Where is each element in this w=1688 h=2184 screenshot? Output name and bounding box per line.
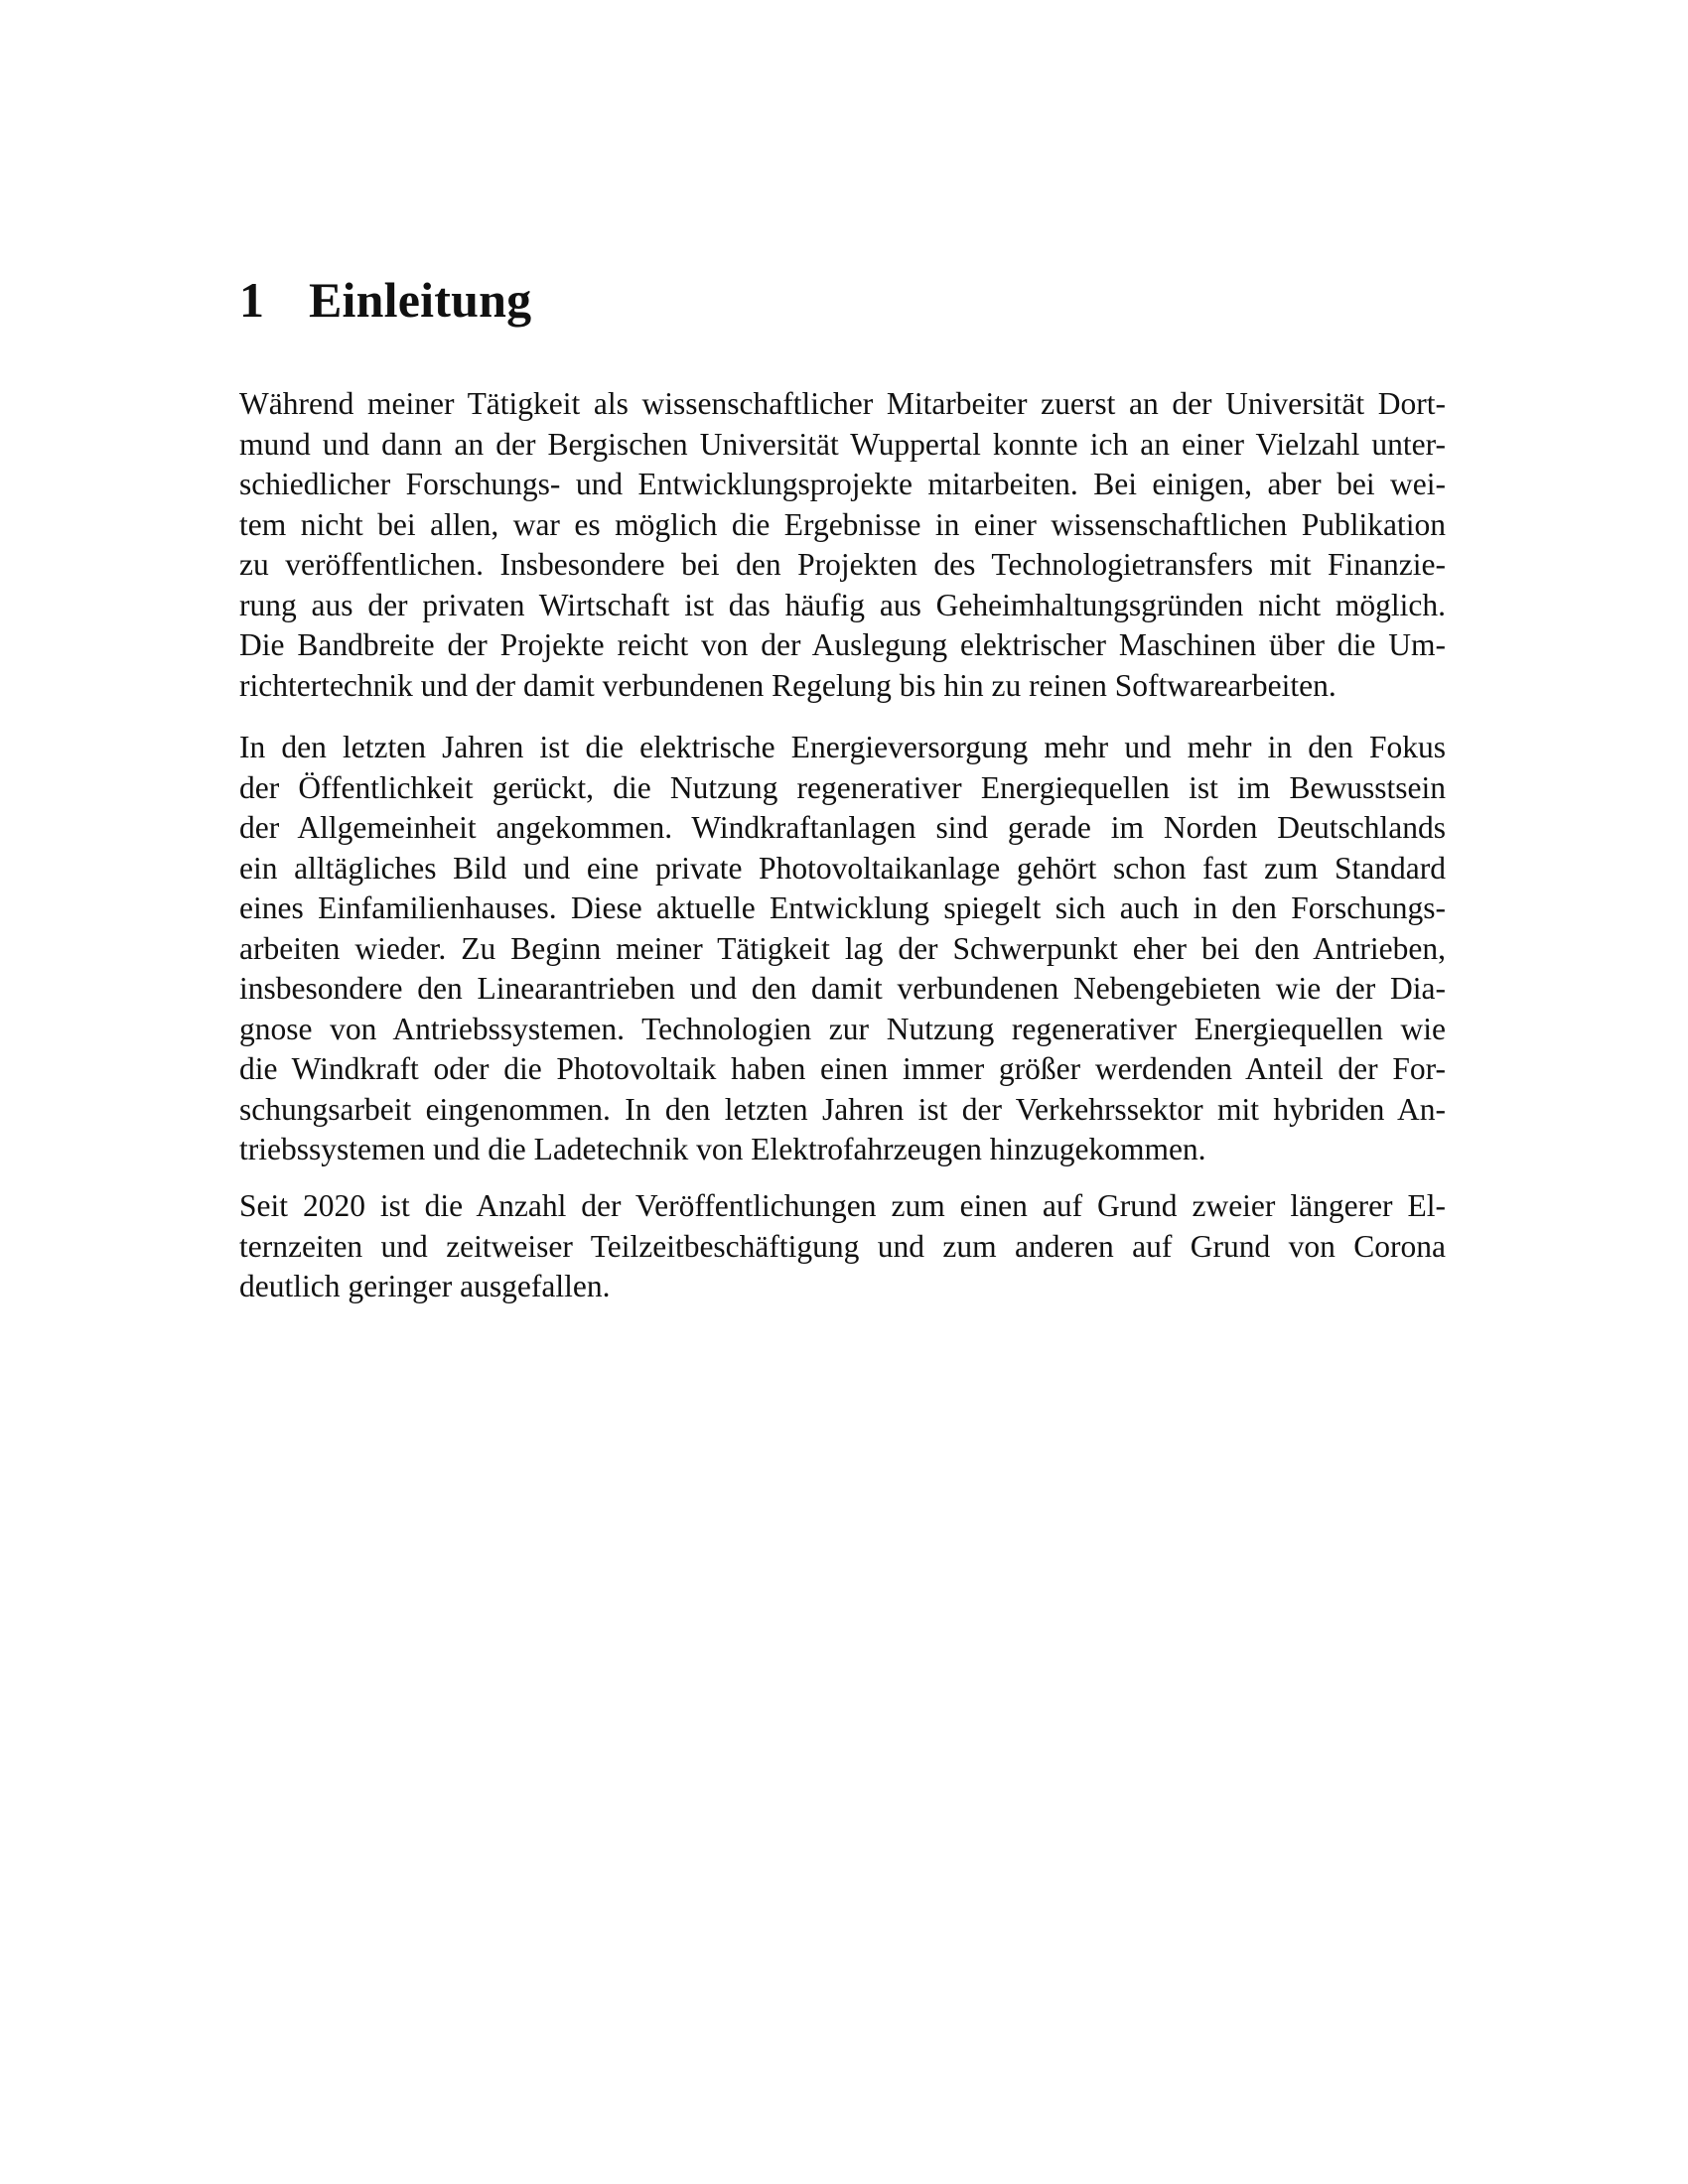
text-line: der Allgemeinheit angekommen. Windkraftanlagen sind gerade im Norden Deutschlands (239, 810, 1446, 845)
text-line: die Windkraft oder die Photovoltaik haben einen immer größer werdenden Anteil der For- (239, 1051, 1446, 1086)
text-line: Die Bandbreite der Projekte reicht von der Auslegung elektrischer Maschinen über die Um- (239, 627, 1446, 662)
text-line: gnose von Antriebssystemen. Technologien zur Nutzung regenerativer Energiequellen wie (239, 1011, 1446, 1046)
text-line: ternzeiten und zeitweiser Teilzeitbeschäftigung und zum anderen auf Grund von Corona (239, 1228, 1446, 1264)
paragraph (239, 1186, 1446, 1307)
text-line: triebssystemen und die Ladetechnik von Elektrofahrzeugen hinzugekommen. (239, 1132, 1206, 1166)
text-line: schungsarbeit eingenommen. In den letzten Jahren ist der Verkehrssektor mit hybriden An- (239, 1091, 1446, 1127)
text-line: eines Einfamilienhauses. Diese aktuelle Entwicklung spiegelt sich auch in den Forschungs- (239, 890, 1446, 925)
text-line: mund und dann an der Bergischen Universität Wuppertal konnte ich an einer Vielzahl unter- (239, 426, 1446, 462)
text-line: rung aus der privaten Wirtschaft ist das häufig aus Geheimhaltungsgründen nicht möglich. (239, 587, 1446, 622)
section-heading (239, 270, 531, 330)
section-number: 1 (239, 272, 265, 328)
paragraph (239, 384, 1446, 706)
text-line: richtertechnik und der damit verbundenen Regelung bis hin zu reinen Softwarearbeiten. (239, 667, 1336, 703)
text-line: In den letzten Jahren ist die elektrische Energieversorgung mehr und mehr in den Fokus (239, 730, 1446, 764)
text-line: deutlich geringer ausgefallen. (239, 1269, 611, 1303)
text-line: zu veröffentlichen. Insbesondere bei den Projekten des Technologietransfers mit Finanzie- (239, 547, 1446, 582)
text-line: arbeiten wieder. Zu Beginn meiner Tätigkeit lag der Schwerpunkt eher bei den Antrieben, (239, 930, 1446, 966)
section-title: Einleitung (309, 272, 532, 328)
text-line: schiedlicher Forschungs- und Entwicklungsprojekte mitarbeiten. Bei einigen, aber bei wei- (239, 467, 1446, 501)
text-line: der Öffentlichkeit gerückt, die Nutzung regenerativer Energiequellen ist im Bewusstsein (239, 769, 1446, 805)
text-line: Seit 2020 ist die Anzahl der Veröffentlichungen zum einen auf Grund zweier längerer El- (239, 1188, 1446, 1223)
paragraph (239, 728, 1446, 1170)
text-line: ein alltägliches Bild und eine private Photovoltaikanlage gehört schon fast zum Standard (239, 850, 1446, 886)
text-line: Während meiner Tätigkeit als wissenschaftlicher Mitarbeiter zuerst an der Universität Dort- (239, 386, 1446, 421)
text-line: tem nicht bei allen, war es möglich die Ergebnisse in einer wissenschaftlichen Publikation (239, 506, 1446, 542)
text-line: insbesondere den Linearantrieben und den damit verbundenen Nebengebieten wie der Dia- (239, 971, 1446, 1006)
